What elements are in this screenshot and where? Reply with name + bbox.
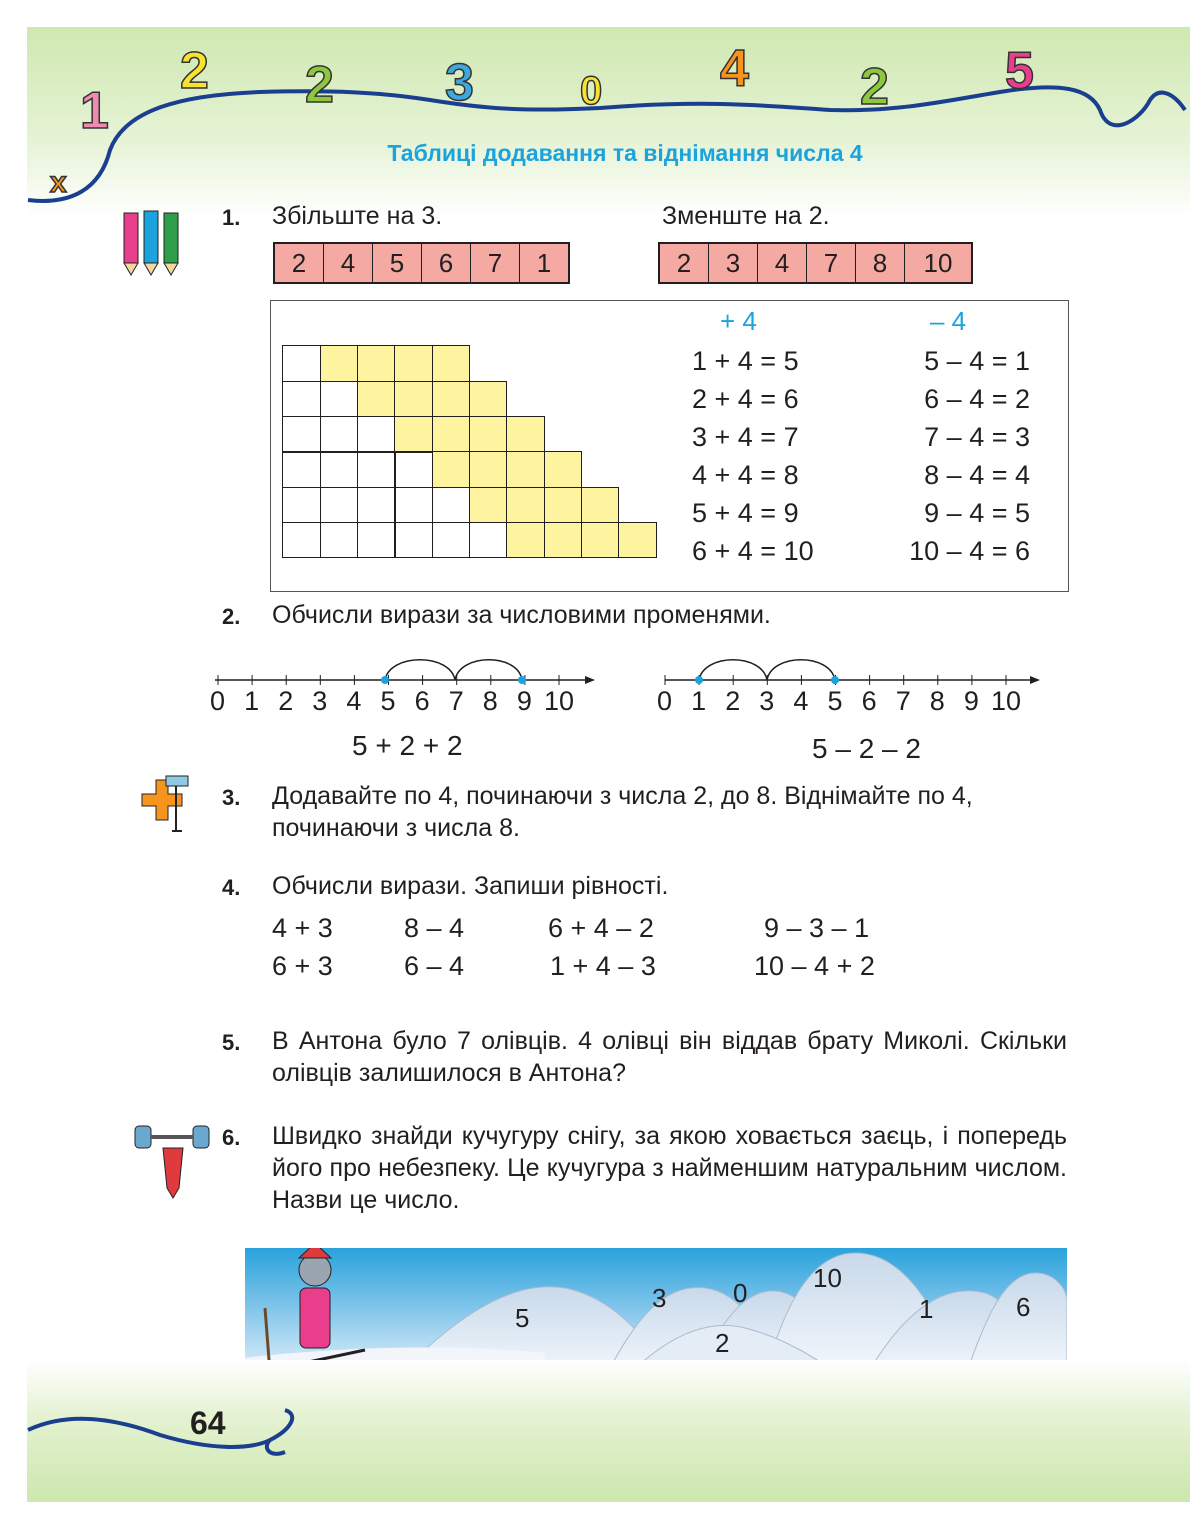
- number-line-label: 10: [991, 686, 1022, 716]
- grid-cell: [581, 487, 620, 524]
- grid-cell: [320, 487, 359, 524]
- grid-cell: [394, 487, 433, 524]
- task-4-text: Обчисли вирази. Запиши рівності.: [272, 872, 669, 900]
- grid-cell: [357, 487, 396, 524]
- plus-character-icon: [122, 772, 194, 844]
- equation: 6 + 4 = 10: [692, 536, 814, 566]
- equation: 5 + 4 = 9: [692, 498, 799, 528]
- equation: 3 + 4 = 7: [692, 422, 799, 452]
- hill-number: 3: [652, 1283, 667, 1313]
- grid-cell: [544, 451, 583, 488]
- number-line-left: [205, 650, 605, 690]
- task-2-number: 2.: [222, 604, 241, 629]
- plus-equations: [692, 342, 814, 570]
- number-line-label: 8: [482, 686, 498, 716]
- grid-cell: [432, 416, 471, 453]
- grid-cell: [581, 522, 620, 559]
- number-line-label: 1: [244, 686, 260, 716]
- grid-row: [283, 523, 656, 558]
- equation: 1 + 4 = 5: [692, 346, 799, 376]
- number-line-label: 3: [759, 686, 775, 716]
- grid-cell: [357, 345, 396, 382]
- task-5-number: 5.: [222, 1030, 241, 1055]
- svg-text:0: 0: [580, 69, 603, 113]
- cell: 10: [923, 248, 953, 278]
- task-5-text: В Антона було 7 олівців. 4 олівці він віддав брату Миколі. Скільки олівців залишилося в Антона?: [272, 1027, 1067, 1087]
- number-line-right: [655, 650, 1055, 690]
- snow-hills-illustration: [245, 1248, 1067, 1378]
- task-1-number: 1.: [222, 205, 241, 230]
- hill-number: 5: [515, 1303, 530, 1333]
- grid-cell: [506, 522, 545, 559]
- equation: 9 – 4 = 5: [924, 498, 1030, 528]
- page-title: Таблиці додавання та віднімання числа 4: [387, 140, 863, 166]
- hill-number: 6: [1016, 1292, 1031, 1322]
- grid-cell: [357, 381, 396, 418]
- decrease-label: Зменште на 2.: [662, 202, 830, 230]
- grid-cell: [618, 522, 657, 559]
- grid-cell: [432, 522, 471, 559]
- grid-cell: [394, 345, 433, 382]
- hill-number: 2: [715, 1328, 730, 1358]
- number-line-label: 5: [827, 686, 843, 716]
- grid-cell: [282, 345, 321, 382]
- number-line-label: 2: [725, 686, 741, 716]
- grid-cell: [282, 487, 321, 524]
- minus-equations: [888, 342, 1030, 570]
- task-3-number: 3.: [222, 785, 241, 810]
- grid-cell: [469, 522, 508, 559]
- equation: 4 + 4 = 8: [692, 460, 799, 490]
- cell: 7: [471, 244, 520, 282]
- number-line-label: 0: [657, 686, 673, 716]
- grid-cell: [282, 416, 321, 453]
- number-line-label: 6: [414, 686, 430, 716]
- grid-cell: [320, 345, 359, 382]
- grid-cell: [506, 416, 545, 453]
- cell: 2: [660, 244, 709, 282]
- equation: 6 – 4 = 2: [924, 384, 1030, 414]
- expression: 6 + 4 – 2: [548, 913, 654, 943]
- svg-text:2: 2: [305, 56, 334, 114]
- grid-cell: [282, 522, 321, 559]
- cell: 4: [324, 244, 373, 282]
- number-line-label: 4: [793, 686, 809, 716]
- grid-row: [283, 346, 656, 381]
- grid-cell: [544, 522, 583, 559]
- svg-text:1: 1: [80, 82, 109, 140]
- number-line-label: 7: [448, 686, 464, 716]
- expression: 4 + 3: [272, 913, 333, 943]
- grid-cell: [506, 487, 545, 524]
- expression: 6 + 3: [272, 951, 333, 981]
- task-6-text: Швидко знайди кучугуру снігу, за якою ховається заєць, і попередь його про небезпеку. Це кучугура з найменшим натуральним числом. Назви це число.: [272, 1122, 1067, 1214]
- number-line-label: 8: [929, 686, 945, 716]
- number-line-label: 7: [895, 686, 911, 716]
- grid-cell: [432, 451, 471, 488]
- number-line-label: 9: [963, 686, 979, 716]
- equation: 2 + 4 = 6: [692, 384, 799, 414]
- number-line-label: 4: [346, 686, 362, 716]
- grid-cell: [394, 522, 433, 559]
- number-line-label: 10: [544, 686, 575, 716]
- cell: 3: [709, 244, 758, 282]
- grid-cell: [320, 381, 359, 418]
- cell: 1: [536, 248, 552, 278]
- svg-text:2: 2: [180, 42, 209, 100]
- grid-cell: [394, 381, 433, 418]
- expression-right: 5 – 2 – 2: [812, 733, 921, 764]
- grid-cell: [432, 381, 471, 418]
- number-characters-decoration: [0, 0, 1190, 220]
- svg-text:х: х: [50, 166, 67, 199]
- expression-left: 5 + 2 + 2: [352, 730, 463, 761]
- task-3-text: Додавайте по 4, починаючи з числа 2, до 8. Віднімайте по 4, починаючи з числа 8.: [272, 782, 973, 842]
- expression: 10 – 4 + 2: [754, 951, 875, 981]
- dumbbell-character-icon: [133, 1118, 215, 1202]
- plus-header: + 4: [720, 306, 757, 336]
- grid-cell: [469, 487, 508, 524]
- grid-cell: [394, 451, 433, 488]
- grid-cell: [432, 345, 471, 382]
- pencils-icon: [118, 205, 190, 277]
- grid-row: [283, 487, 656, 522]
- equation: 5 – 4 = 1: [924, 346, 1030, 376]
- svg-text:3: 3: [445, 54, 474, 112]
- hill-number: 1: [919, 1294, 934, 1324]
- expression: 8 – 4: [404, 913, 465, 943]
- grid-cell: [357, 522, 396, 559]
- cell: 6: [422, 244, 471, 282]
- grid-cell: [544, 487, 583, 524]
- number-line-label: 0: [210, 686, 226, 716]
- grid-cell: [469, 451, 508, 488]
- svg-text:2: 2: [860, 58, 889, 116]
- grid-cell: [432, 487, 471, 524]
- expression: 9 – 3 – 1: [764, 913, 870, 943]
- grid-cell: [357, 416, 396, 453]
- cell: 8: [856, 244, 905, 282]
- cell: 7: [807, 244, 856, 282]
- grid-row: [283, 381, 656, 416]
- number-line-label: 6: [861, 686, 877, 716]
- number-line-label: 5: [380, 686, 396, 716]
- increase-label: Збільште на 3.: [272, 202, 443, 230]
- task-6-number: 6.: [222, 1125, 241, 1150]
- cell: 4: [758, 244, 807, 282]
- grid-cell: [282, 451, 321, 488]
- grid-cell: [469, 416, 508, 453]
- equation: 7 – 4 = 3: [924, 422, 1030, 452]
- number-line-label: 2: [278, 686, 294, 716]
- grid-cell: [357, 451, 396, 488]
- cell: 5: [373, 244, 422, 282]
- grid-cell: [506, 451, 545, 488]
- increase-cells: [273, 242, 570, 284]
- svg-text:4: 4: [720, 40, 749, 98]
- cell: 2: [275, 244, 324, 282]
- task-4-number: 4.: [222, 875, 241, 900]
- decrease-cells: [658, 242, 973, 284]
- page-number: 64: [190, 1405, 226, 1441]
- task-2-text: Обчисли вирази за числовими променями.: [272, 601, 771, 629]
- expression: 6 – 4: [404, 951, 465, 981]
- number-line-label: 1: [691, 686, 707, 716]
- grid-row: [283, 417, 656, 452]
- number-line-label: 9: [516, 686, 532, 716]
- equation: 10 – 4 = 6: [909, 536, 1030, 566]
- grid-cell: [320, 451, 359, 488]
- staircase-grid: [283, 346, 656, 558]
- grid-row: [283, 452, 656, 487]
- grid-cell: [320, 416, 359, 453]
- number-line-label: 3: [312, 686, 328, 716]
- expression: 1 + 4 – 3: [550, 951, 656, 981]
- equation: 8 – 4 = 4: [924, 460, 1030, 490]
- svg-text:5: 5: [1005, 42, 1034, 100]
- grid-cell: [394, 416, 433, 453]
- minus-header: – 4: [930, 306, 967, 336]
- grid-cell: [469, 381, 508, 418]
- grid-cell: [320, 522, 359, 559]
- grid-cell: [282, 381, 321, 418]
- hill-number: 0: [733, 1278, 748, 1308]
- hill-number: 10: [813, 1263, 842, 1293]
